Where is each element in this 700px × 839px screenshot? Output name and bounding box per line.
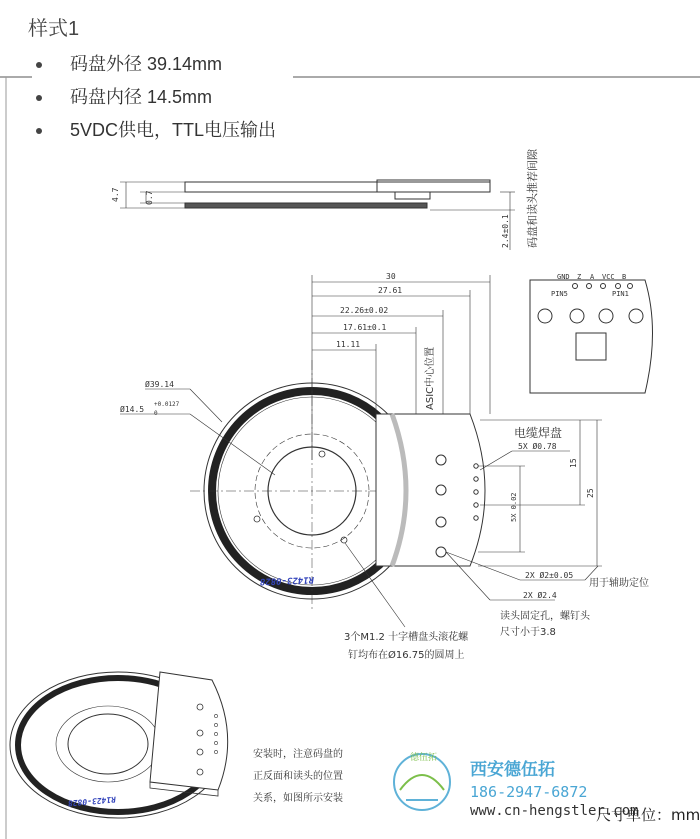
pin-label-vcc: VCC (602, 273, 615, 281)
dim-top-11-11: 11.11 (336, 340, 361, 349)
gap-note: 码盘和读头推荐间隙 (526, 149, 539, 248)
dim-right-25: 25 (586, 488, 595, 498)
pin-label-gnd: GND (557, 273, 570, 281)
dim-thickness: 0.7 (145, 190, 154, 205)
cable-pad-leaders (480, 451, 570, 470)
install-note-2: 正反面和读头的位置 (253, 771, 343, 782)
pin-label-a: A (590, 273, 595, 281)
screw-note-2: 钉均布在Ø16.75的圆周上 (348, 650, 465, 661)
install-note-1: 安装时，注意码盘的 (253, 749, 343, 760)
cable-pad-title: 电缆焊盘 (514, 426, 563, 440)
brand-logo (394, 751, 450, 810)
dim-top-22-26: 22.26±0.02 (340, 306, 389, 315)
read-head-top-view (376, 414, 485, 566)
page-title: 样式1 (28, 18, 80, 40)
dim-inner-tol-lower: 0 (154, 410, 158, 417)
brand-phone: 186-2947-6872 (470, 783, 588, 801)
disk-mark: R1423-0828 (259, 574, 315, 586)
pin-label-b: B (622, 273, 627, 281)
dim-height: 4.7 (111, 187, 120, 202)
dim-gap: 2.4±0.1 (501, 214, 510, 248)
logo-text: 德伍拓 (410, 753, 438, 763)
cable-pad-spec: 5X Ø0.78 (518, 442, 557, 451)
fix-hole-note-2: 尺寸小于3.8 (500, 627, 556, 638)
fix-hole-note-1: 读头固定孔，螺钉头 (500, 611, 590, 622)
dim-inner-diameter: Ø14.5 (120, 405, 145, 414)
dim-inner-tol-upper: +0.0127 (154, 401, 180, 408)
install-iso-sketch (10, 672, 228, 818)
pin-label-z: Z (577, 273, 582, 281)
connector-view (530, 280, 653, 393)
spec-item-outer-diameter: 码盘外径 39.14mm (36, 50, 276, 83)
dim-top-30: 30 (386, 272, 396, 281)
aux-hole-spec: 2X Ø2±0.05 (525, 571, 574, 580)
unit-note: 尺寸单位：mm (596, 806, 700, 824)
iso-disk-mark: R1423-0828 (67, 794, 117, 808)
dim-pad-pitch: 5X 0.02 (510, 492, 518, 522)
dim-top-27-61: 27.61 (378, 286, 403, 295)
brand-name: 西安德伍拓 (470, 760, 555, 780)
dim-outer-diameter: Ø39.14 (145, 380, 174, 389)
spec-item-power: 5VDC供电，TTL电压输出 (36, 116, 276, 149)
spec-item-inner-diameter: 码盘内径 14.5mm (36, 83, 276, 116)
pin-number-5: PIN5 (551, 290, 568, 298)
side-view (120, 180, 515, 250)
asic-label: ASIC中心位置 (425, 346, 436, 410)
aux-hole-note: 用于辅助定位 (589, 578, 649, 589)
brand-url: www.cn-hengstler.com (470, 803, 639, 819)
fix-hole-spec: 2X Ø2.4 (523, 591, 557, 600)
pin-number-1: PIN1 (612, 290, 629, 298)
install-note-3: 关系，如图所示安装 (253, 793, 343, 804)
dim-right-15: 15 (569, 458, 578, 468)
screw-note-1: 3个M1.2 十字槽盘头滚花螺 (344, 632, 469, 643)
dim-top-17-61: 17.61±0.1 (343, 323, 387, 332)
